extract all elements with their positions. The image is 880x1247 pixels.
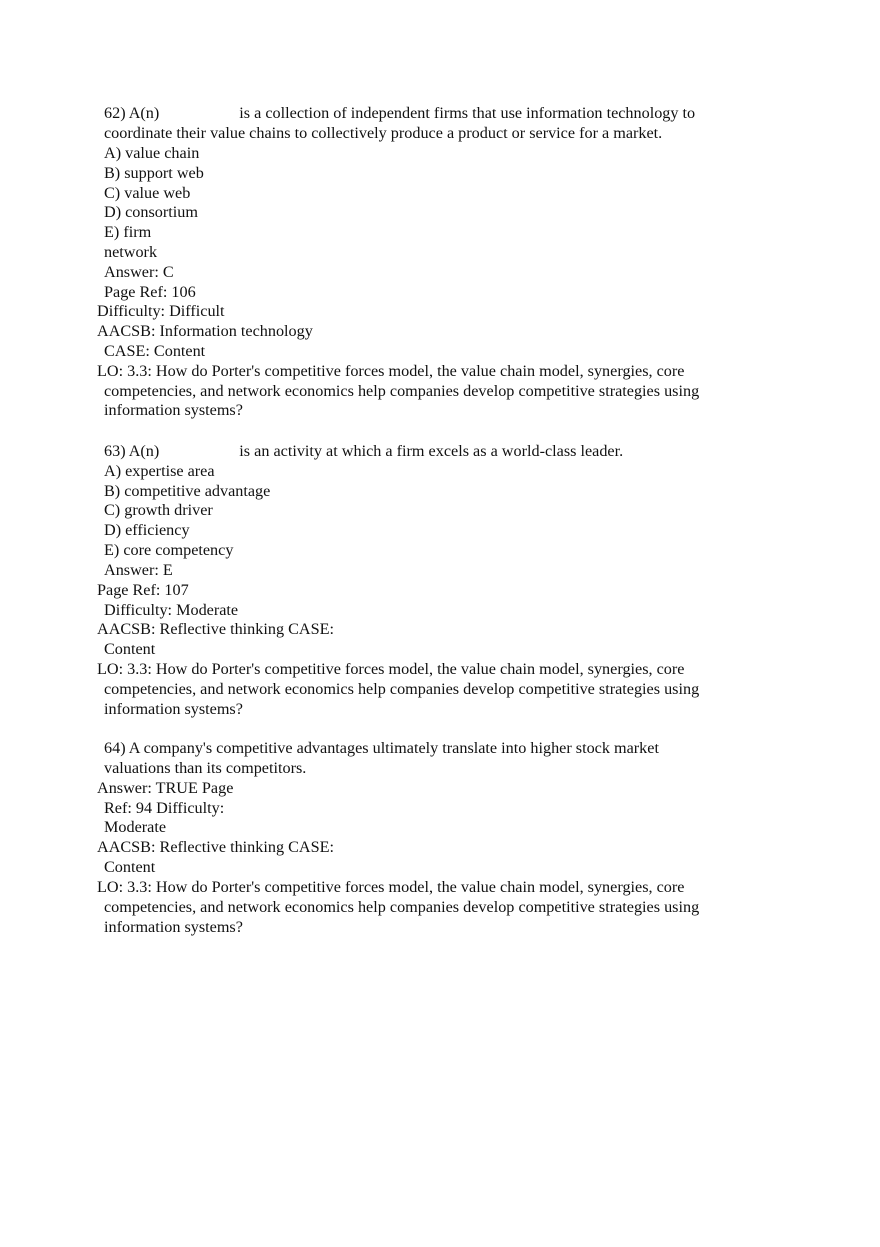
q64-lo-line3: information systems? xyxy=(104,918,243,936)
q63-case-cont: Content xyxy=(104,640,156,658)
q62-option-e: E) firm xyxy=(104,223,152,241)
q63-aacsb-case: AACSB: Reflective thinking CASE: xyxy=(97,620,334,638)
q63-answer: Answer: E xyxy=(104,561,173,579)
q62-answer: Answer: C xyxy=(104,263,174,281)
q63-option-a: A) expertise area xyxy=(104,462,215,480)
q64-stem-line2: valuations than its competitors. xyxy=(104,759,307,777)
q62-stem-line1 xyxy=(104,103,695,123)
q64-lo-line1: LO: 3.3: How do Porter's competitive forces model, the value chain model, synergies, core xyxy=(97,878,685,896)
q62-case: CASE: Content xyxy=(104,342,206,360)
q64-page-ref: Ref: 94 Difficulty: xyxy=(104,799,225,817)
q63-lo-line1: LO: 3.3: How do Porter's competitive forces model, the value chain model, synergies, core xyxy=(97,660,685,678)
q62-difficulty: Difficulty: Difficult xyxy=(97,302,225,320)
q63-option-c: C) growth driver xyxy=(104,501,213,519)
q64-difficulty: Moderate xyxy=(104,818,167,836)
q63-option-d: D) efficiency xyxy=(104,521,190,539)
q64-aacsb-case: AACSB: Reflective thinking CASE: xyxy=(97,838,334,856)
q64-case-cont: Content xyxy=(104,858,156,876)
q64-stem-line1: 64) A company's competitive advantages ultimately translate into higher stock market xyxy=(104,739,659,757)
q62-lo-line1: LO: 3.3: How do Porter's competitive forces model, the value chain model, synergies, core xyxy=(97,362,685,380)
q62-option-a: A) value chain xyxy=(104,144,200,162)
q63-difficulty: Difficulty: Moderate xyxy=(104,601,239,619)
q62-stem-line2: coordinate their value chains to collectively produce a product or service for a market. xyxy=(104,124,663,142)
q62-option-b: B) support web xyxy=(104,164,204,182)
q62-option-c: C) value web xyxy=(104,184,191,202)
q64-lo-line2: competencies, and network economics help companies develop competitive strategies using xyxy=(104,898,700,916)
q64-answer: Answer: TRUE Page xyxy=(97,779,234,797)
q63-stem xyxy=(104,441,623,461)
q63-page-ref: Page Ref: 107 xyxy=(97,581,189,599)
q62-option-d: D) consortium xyxy=(104,203,198,221)
q62-page-ref: Page Ref: 106 xyxy=(104,283,196,301)
q63-option-b: B) competitive advantage xyxy=(104,482,271,500)
q63-option-e: E) core competency xyxy=(104,541,234,559)
q62-aacsb: AACSB: Information technology xyxy=(97,322,313,340)
q62-option-e-cont: network xyxy=(104,243,158,261)
q62-lo-line3: information systems? xyxy=(104,401,243,419)
q62-stem-rest: is a collection of independent firms that use information technology to xyxy=(239,104,696,122)
q63-lo-line3: information systems? xyxy=(104,700,243,718)
q62-stem-lead: 62) A(n) xyxy=(104,104,160,122)
q62-lo-line2: competencies, and network economics help companies develop competitive strategies using xyxy=(104,382,700,400)
q63-lo-line2: competencies, and network economics help companies develop competitive strategies using xyxy=(104,680,700,698)
q63-stem-lead: 63) A(n) xyxy=(104,442,160,460)
q63-stem-rest: is an activity at which a firm excels as a world-class leader. xyxy=(239,442,624,460)
